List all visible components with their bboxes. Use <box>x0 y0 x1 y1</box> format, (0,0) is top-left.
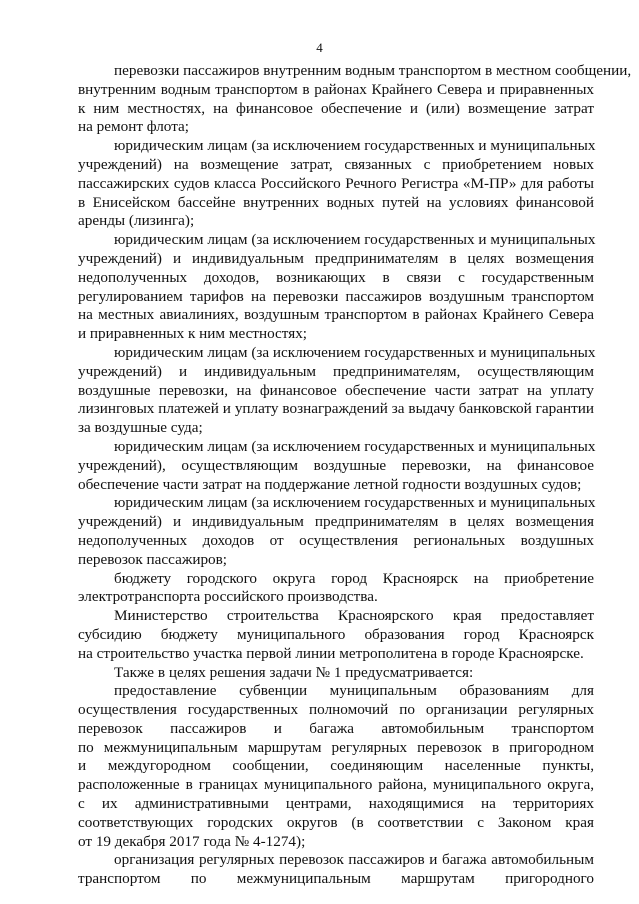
text-line: учреждений) и индивидуальным предпринимателям в целях возмещения <box>78 513 594 531</box>
text-line: транспортом по межмуниципальным маршрутам пригородного <box>78 870 594 888</box>
text-line: субсидию бюджету муниципального образования город Красноярск <box>78 625 594 643</box>
text-line: и междугородном сообщении, соединяющим населенные пункты, <box>78 757 594 775</box>
text-line: организация регулярных перевозок пассажиров и багажа автомобильным <box>114 851 594 869</box>
text-line: на строительство участка первой линии метрополитена в городе Красноярске. <box>78 644 584 662</box>
text-line: от 19 декабря 2017 года № 4-1274); <box>78 832 306 850</box>
text-line: юридическим лицам (за исключением государственных и муниципальных <box>114 137 596 155</box>
text-line: расположенные в границах муниципального района, муниципального округа, <box>78 776 594 794</box>
paragraph <box>78 344 594 438</box>
text-line: воздушные перевозки, на финансовое обеспечение части затрат на уплату <box>78 381 594 399</box>
text-line: юридическим лицам (за исключением государственных и муниципальных <box>114 437 596 455</box>
paragraph <box>78 494 594 569</box>
text-line: на ремонт флота; <box>78 118 189 136</box>
text-line: обеспечение части затрат на поддержание летной годности воздушных судов; <box>78 475 582 493</box>
document-body <box>78 62 632 889</box>
text-line: лизинговых платежей и уплату вознаграждений за выдачу банковской гарантии <box>78 400 594 418</box>
text-line: предоставление субвенции муниципальным образованиям для <box>114 682 594 700</box>
text-line: соответствующих городских округов (в соответствии с Законом края <box>78 813 594 831</box>
paragraph <box>78 664 594 683</box>
text-line: электротранспорта российского производства. <box>78 588 378 606</box>
text-line: перевозок пассажиров; <box>78 550 228 568</box>
text-line: учреждений) и индивидуальным предпринимателям в целях возмещения <box>78 249 594 267</box>
paragraph <box>78 438 594 494</box>
text-line: недополученных доходов, возникающих в связи с государственным <box>78 268 594 286</box>
paragraph <box>78 607 594 663</box>
text-line: учреждений) на возмещение затрат, связанных с приобретением новых <box>78 155 594 173</box>
text-line: Также в целях решения задачи № 1 предусматривается: <box>114 663 474 681</box>
paragraph <box>78 851 594 889</box>
text-line: и приравненных к ним местностях; <box>78 325 308 343</box>
text-line: осуществления государственных полномочий по организации регулярных <box>78 701 594 719</box>
text-line: аренды (лизинга); <box>78 212 195 230</box>
text-line: бюджету городского округа город Красноярск на приобретение <box>114 569 594 587</box>
text-line: пассажирских судов класса Российского Речного Регистра «М-ПР» для работы <box>78 174 594 192</box>
text-line: к ним местностях, на финансовое обеспечение и (или) возмещение затрат <box>78 99 594 117</box>
text-line: перевозки пассажиров внутренним водным транспортом в местном сообщении, <box>114 62 632 79</box>
text-line: юридическим лицам (за исключением государственных и муниципальных <box>114 494 596 512</box>
paragraph <box>78 570 594 608</box>
paragraph <box>78 62 632 137</box>
text-line: с их административными центрами, находящимися на территориях <box>78 795 594 813</box>
text-line: учреждений) и индивидуальным предпринимателям, осуществляющим <box>78 362 594 380</box>
text-line: юридическим лицам (за исключением государственных и муниципальных <box>114 231 596 249</box>
text-line: учреждений), осуществляющим воздушные перевозки, на финансовое <box>78 456 594 474</box>
text-line: по межмуниципальным маршрутам регулярных перевозок в пригородном <box>78 738 594 756</box>
text-line: юридическим лицам (за исключением государственных и муниципальных <box>114 343 596 361</box>
text-line: внутренним водным транспортом в районах Крайнего Севера и приравненных <box>78 80 594 98</box>
text-line: недополученных доходов от осуществления региональных воздушных <box>78 531 594 549</box>
paragraph <box>78 682 594 851</box>
paragraph <box>78 231 594 344</box>
text-line: перевозок пассажиров и багажа автомобильным транспортом <box>78 719 594 737</box>
text-line: в Енисейском бассейне внутренних водных путей на условиях финансовой <box>78 193 594 211</box>
text-line: на местных авиалиниях, воздушным транспортом в районах Крайнего Севера <box>78 306 594 324</box>
text-line: Министерство строительства Красноярского края предоставляет <box>114 607 594 625</box>
paragraph <box>78 137 594 231</box>
text-line: за воздушные суда; <box>78 419 203 437</box>
page-number: 4 <box>316 40 323 55</box>
text-line: регулированием тарифов на перевозки пассажиров воздушным транспортом <box>78 287 594 305</box>
